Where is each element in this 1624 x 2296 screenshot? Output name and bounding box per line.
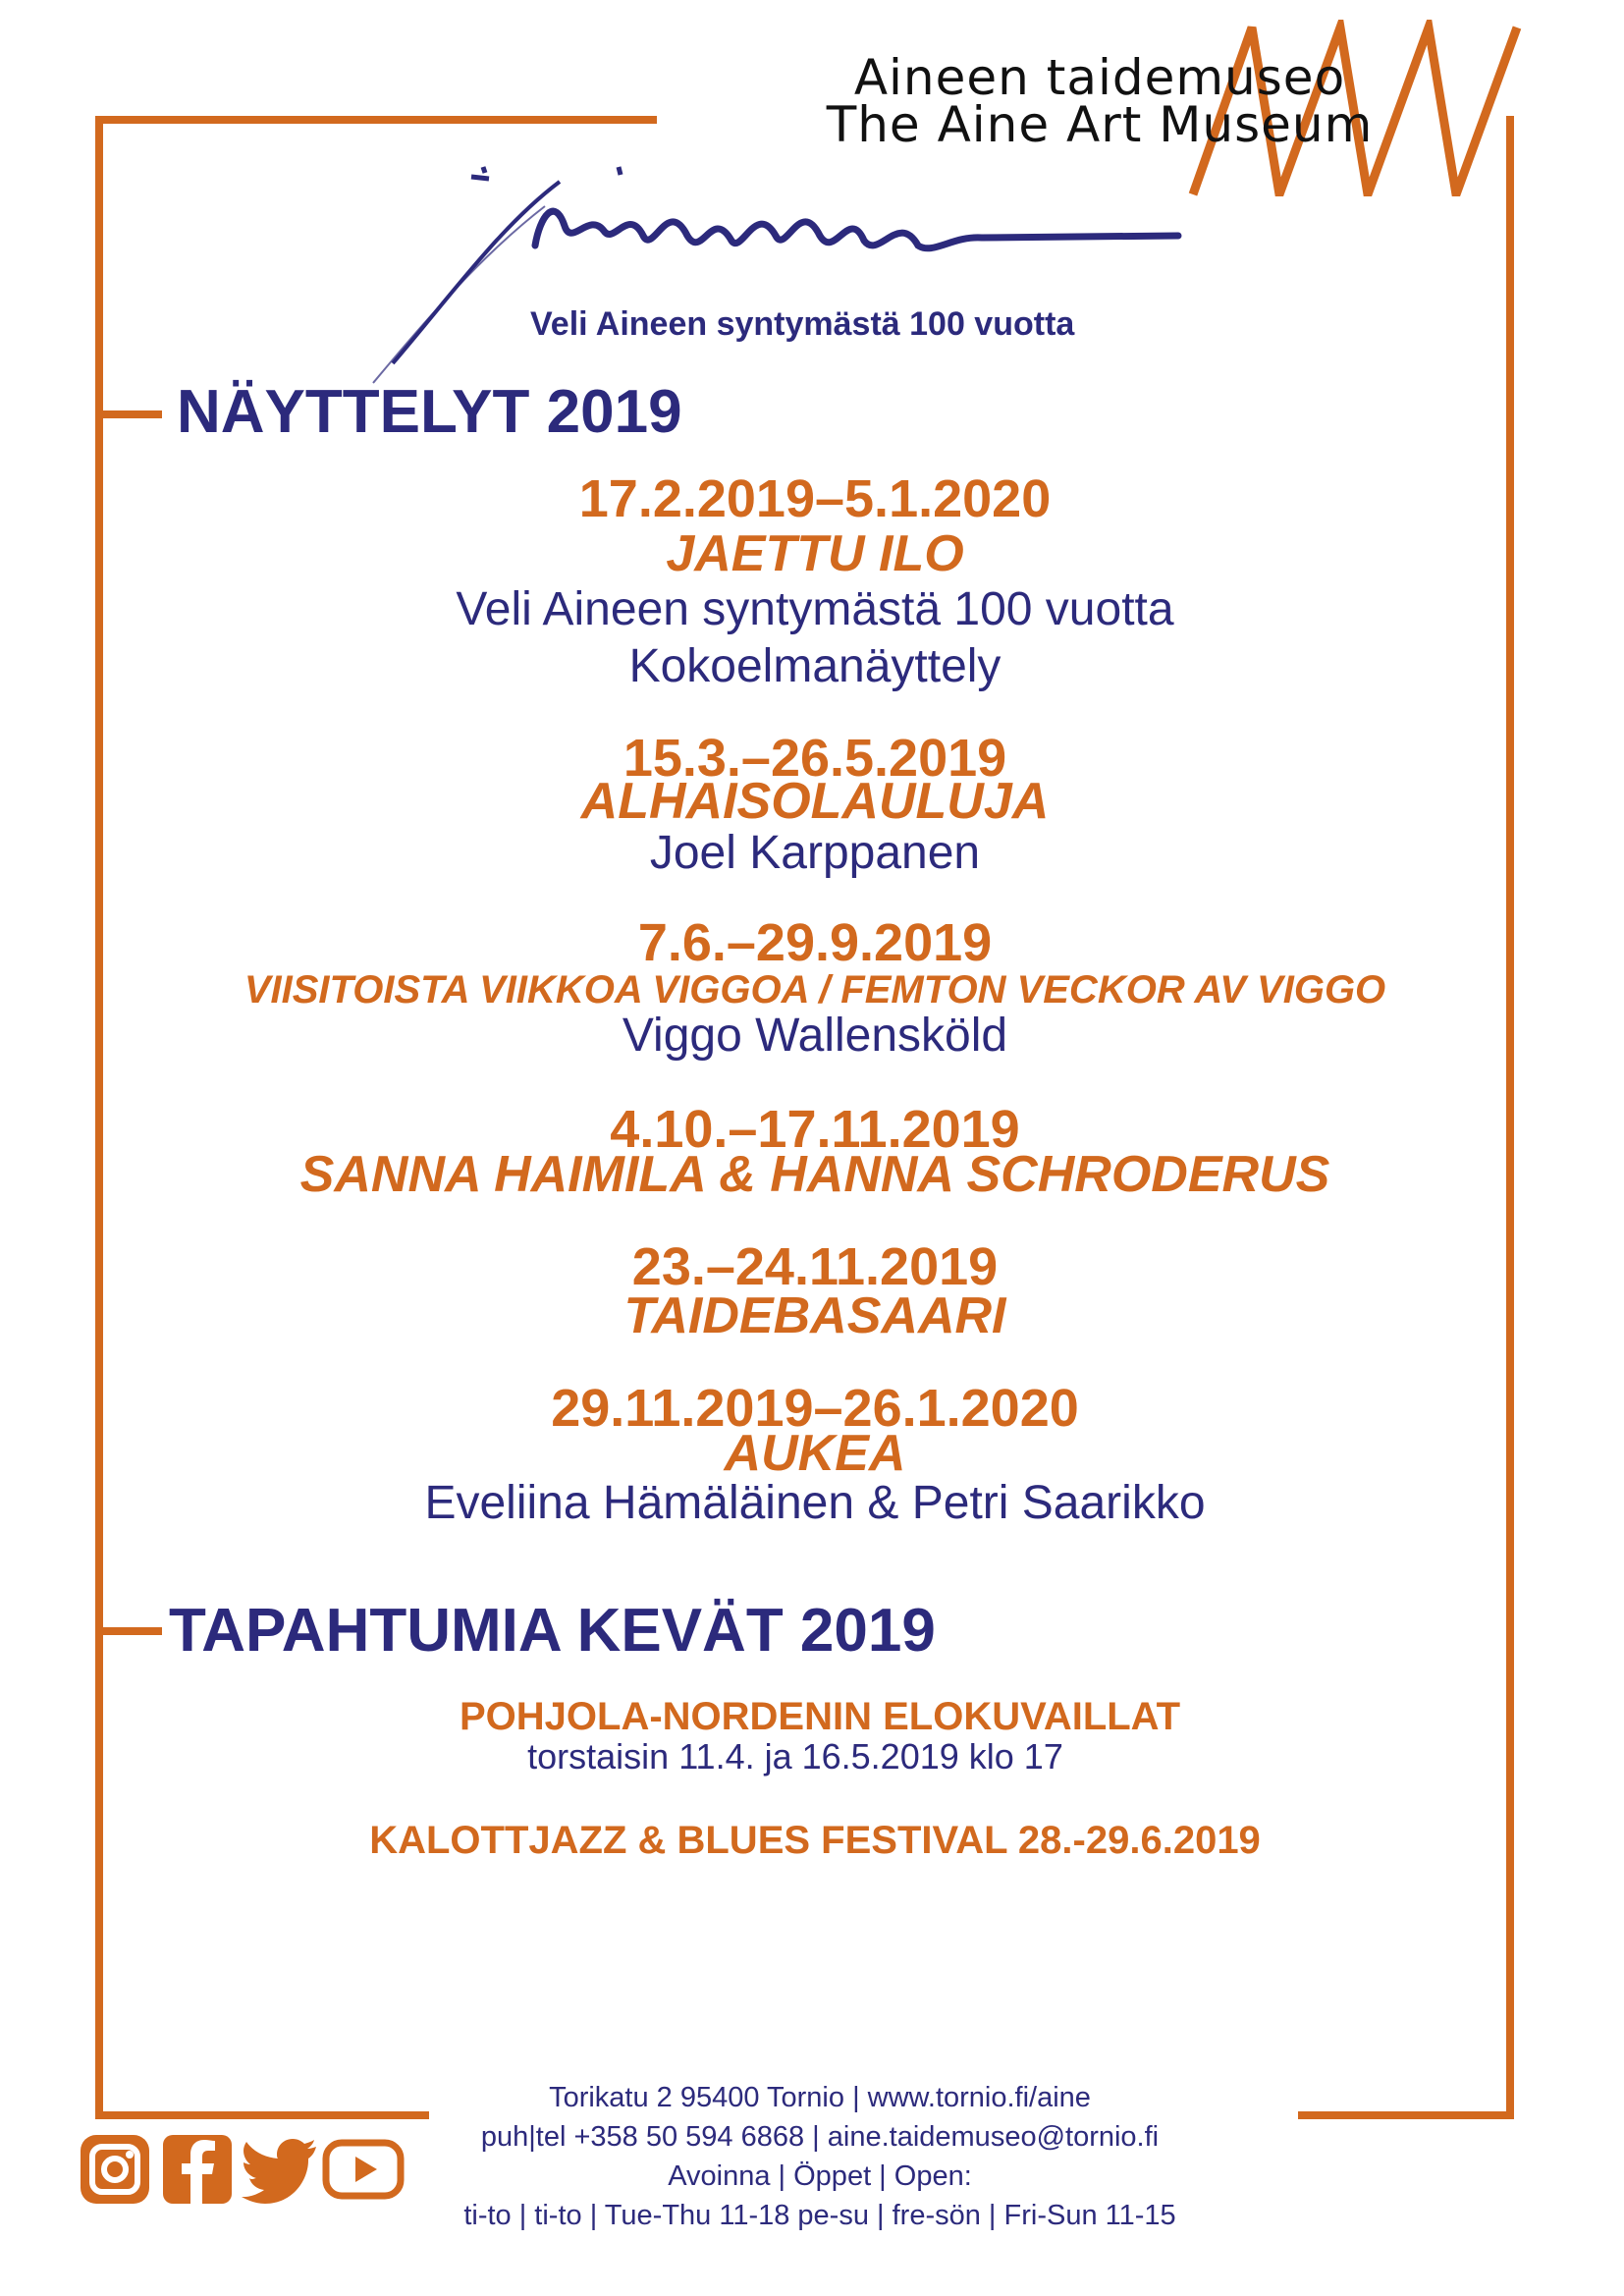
section-marker-events: [95, 1627, 162, 1635]
museum-name-en: The Aine Art Museum: [826, 96, 1374, 153]
exhibition-title: SANNA HAIMILA & HANNA SCHRODERUS: [299, 1146, 1330, 1203]
exhibition-subtitle: Kokoelmanäyttely: [628, 640, 1001, 692]
frame-bottom-right-line: [1298, 2111, 1514, 2119]
event-subtitle: torstaisin 11.4. ja 16.5.2019 klo 17: [527, 1736, 1063, 1777]
footer-contact: puh|tel +358 50 594 6868 | aine.taidemuseo@tornio.fi: [480, 2121, 1160, 2153]
exhibition-artist: Joel Karppanen: [649, 827, 981, 879]
facebook-icon[interactable]: [161, 2133, 234, 2206]
exhibition-date: 17.2.2019–5.1.2020: [578, 469, 1052, 528]
exhibition-title: VIISITOISTA VIIKKOA VIGGOA / FEMTON VECKOR AV VIGGO: [244, 968, 1386, 1011]
footer-open-label: Avoinna | Öppet | Open:: [668, 2160, 972, 2192]
tagline: Veli Aineen syntymästä 100 vuotta: [530, 305, 1075, 343]
instagram-icon[interactable]: [79, 2133, 151, 2206]
exhibition-subtitle: Veli Aineen syntymästä 100 vuotta: [456, 583, 1174, 635]
exhibition-date: 23.–24.11.2019: [631, 1237, 999, 1296]
exhibition-title: AUKEA: [724, 1425, 906, 1482]
exhibition-artist: Eveliina Hämäläinen & Petri Saarikko: [424, 1477, 1206, 1529]
exhibition-date: 15.3.–26.5.2019: [623, 729, 1007, 788]
footer-address: Torikatu 2 95400 Tornio | www.tornio.fi/aine: [549, 2082, 1091, 2113]
twitter-icon[interactable]: [242, 2133, 320, 2206]
event-title: POHJOLA-NORDENIN ELOKUVAILLAT: [459, 1695, 1181, 1738]
exhibition-date: 7.6.–29.9.2019: [637, 913, 993, 972]
youtube-icon[interactable]: [322, 2133, 405, 2206]
exhibition-title: ALHAISOLAULUJA: [580, 773, 1050, 830]
exhibition-title: TAIDEBASAARI: [623, 1287, 1006, 1344]
exhibition-date: 4.10.–17.11.2019: [610, 1100, 1020, 1159]
museum-name-fi: Aineen taidemuseo: [853, 49, 1346, 106]
frame-right-line: [1506, 116, 1514, 2119]
exhibitions-heading: NÄYTTELYT 2019: [177, 378, 682, 446]
exhibition-date: 29.11.2019–26.1.2020: [551, 1379, 1079, 1438]
frame-top-line: [95, 116, 657, 124]
footer-hours: ti-to | ti-to | Tue-Thu 11-18 pe-su | fre-sön | Fri-Sun 11-15: [463, 2200, 1176, 2231]
events-heading: TAPAHTUMIA KEVÄT 2019: [169, 1597, 936, 1665]
section-marker-exhibitions: [95, 410, 162, 418]
event-title: KALOTTJAZZ & BLUES FESTIVAL 28.-29.6.2019: [369, 1819, 1261, 1862]
exhibition-title: JAETTU ILO: [666, 525, 964, 582]
exhibition-artist: Viggo Wallensköld: [622, 1010, 1008, 1062]
signature-image: [353, 137, 1237, 393]
